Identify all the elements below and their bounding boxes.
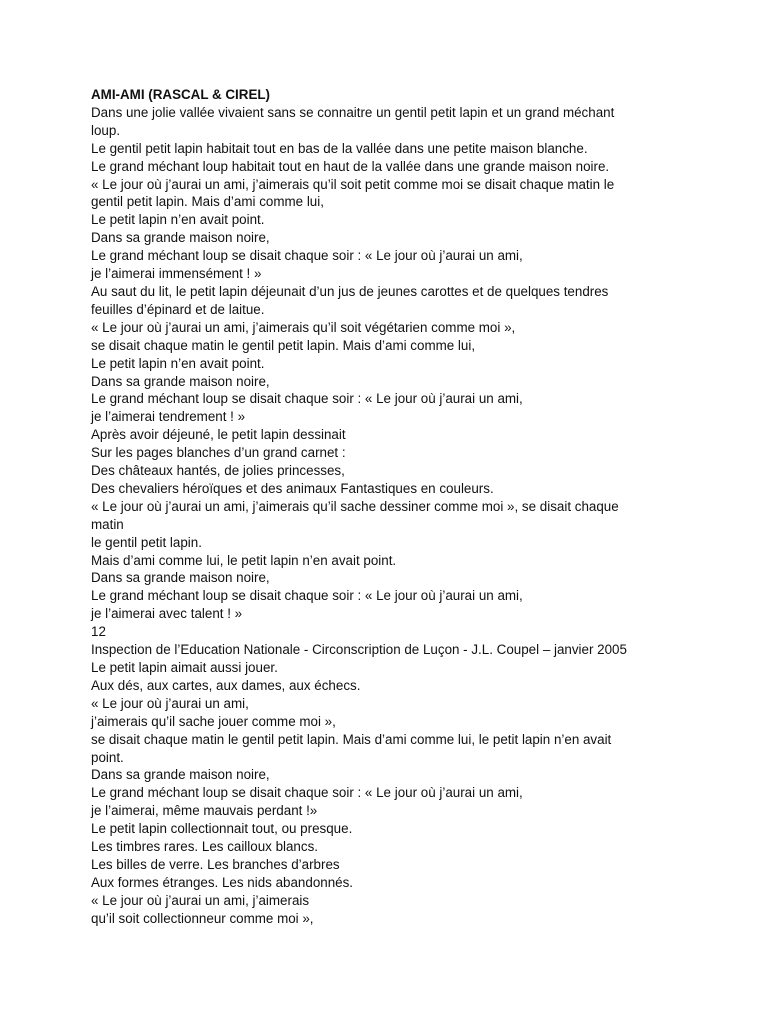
text-line: Des châteaux hantés, de jolies princesses, [91, 463, 345, 479]
text-line: Le grand méchant loup se disait chaque soir : « Le jour où j’aurai un ami, [91, 248, 523, 264]
document-title: AMI-AMI (RASCAL & CIREL) [91, 87, 271, 102]
text-line: se disait chaque matin le gentil petit lapin. Mais d’ami comme lui, [91, 337, 476, 353]
text-line: Après avoir déjeuné, le petit lapin dessinait [91, 427, 346, 443]
text-line: Aux dés, aux cartes, aux dames, aux échecs. [91, 677, 361, 693]
text-line: matin [91, 516, 124, 532]
text-line: je l’aimerai avec talent ! » [91, 606, 243, 622]
text-line: Au saut du lit, le petit lapin déjeunait d’un jus de jeunes carottes et de quelques tendres [91, 283, 609, 299]
text-line: Dans sa grande maison noire, [91, 570, 270, 586]
text-line: Le grand méchant loup se disait chaque soir : « Le jour où j’aurai un ami, [91, 391, 523, 407]
text-line: « Le jour où j’aurai un ami, j’aimerais qu’il soit végétarien comme moi », [91, 319, 516, 335]
text-line: 12 [91, 624, 106, 640]
text-line: Les billes de verre. Les branches d’arbres [91, 856, 340, 872]
text-line: Mais d’ami comme lui, le petit lapin n’en avait point. [91, 552, 397, 568]
text-line: « Le jour où j’aurai un ami, j’aimerais qu’il soit petit comme moi se disait chaque matin le [91, 176, 615, 192]
text-line: je l’aimerai tendrement ! » [91, 409, 246, 425]
text-line: je l’aimerai, même mauvais perdant !» [91, 803, 318, 819]
text-line: se disait chaque matin le gentil petit lapin. Mais d’ami comme lui, le petit lapin n’en avait [91, 731, 612, 747]
document-body [91, 86, 666, 928]
text-line: j’aimerais qu’il sache jouer comme moi », [91, 713, 336, 729]
text-line: Dans sa grande maison noire, [91, 767, 270, 783]
text-line: qu’il soit collectionneur comme moi », [91, 910, 314, 926]
text-line: Le petit lapin aimait aussi jouer. [91, 660, 278, 675]
text-line: Dans une jolie vallée vivaient sans se connaitre un gentil petit lapin et un grand méchant [91, 104, 615, 120]
text-line: Des chevaliers héroïques et des animaux Fantastiques en couleurs. [91, 480, 494, 496]
text-line: Aux formes étranges. Les nids abandonnés. [91, 874, 354, 890]
text-line: point. [91, 749, 124, 765]
text-line: feuilles d’épinard et de laitue. [91, 301, 265, 317]
text-line: « Le jour où j’aurai un ami, j’aimerais [91, 892, 310, 908]
text-line: gentil petit lapin. Mais d’ami comme lui, [91, 194, 324, 210]
text-line: Le petit lapin n’en avait point. [91, 212, 265, 228]
text-line: « Le jour où j’aurai un ami, [91, 695, 249, 711]
text-line: Le grand méchant loup se disait chaque soir : « Le jour où j’aurai un ami, [91, 588, 523, 604]
text-line: Les timbres rares. Les cailloux blancs. [91, 839, 318, 855]
text-line: je l’aimerai immensément ! » [91, 266, 262, 282]
text-line: Le grand méchant loup se disait chaque soir : « Le jour où j’aurai un ami, [91, 785, 523, 801]
text-line: Le gentil petit lapin habitait tout en bas de la vallée dans une petite maison blanche. [91, 140, 588, 156]
text-line: Inspection de l’Education Nationale - Circonscription de Luçon - J.L. Coupel – janvier 2005 [91, 642, 627, 658]
text-line: « Le jour où j’aurai un ami, j’aimerais qu’il sache dessiner comme moi », se disait chaque [91, 498, 619, 514]
text-line: Le petit lapin n’en avait point. [91, 355, 265, 371]
text-line: Le petit lapin collectionnait tout, ou presque. [91, 821, 353, 837]
text-line: loup. [91, 122, 121, 138]
text-line: Sur les pages blanches d’un grand carnet : [91, 445, 346, 461]
text-line: Dans sa grande maison noire, [91, 373, 270, 389]
text-line: le gentil petit lapin. [91, 534, 202, 550]
text-line: Le grand méchant loup habitait tout en haut de la vallée dans une grande maison noire. [91, 158, 610, 174]
text-line: Dans sa grande maison noire, [91, 230, 270, 246]
